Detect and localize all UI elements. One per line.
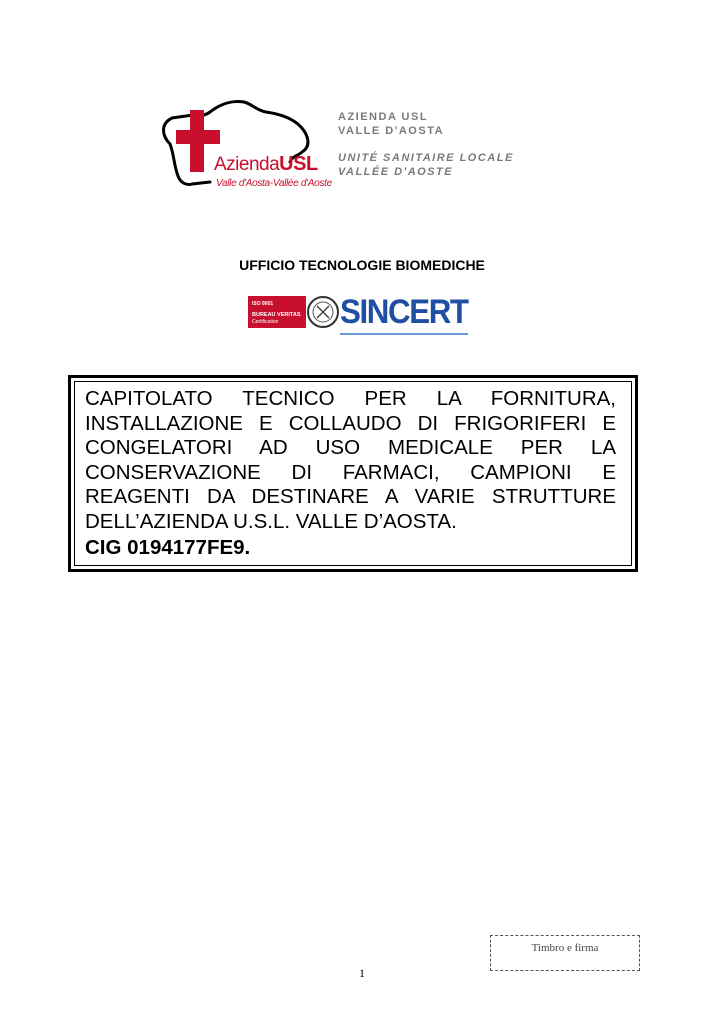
bv-name-label: BUREAU VERITAS [252,312,301,318]
title-line-3: CONGELATORI AD USO MEDICALE PER LA [85,436,616,459]
office-heading: UFFICIO TECNOLOGIE BIOMEDICHE [239,257,485,273]
title-box [68,375,638,572]
sincert-logo: SINCERT [340,293,468,331]
header-line-2: VALLE D'AOSTA [338,125,445,137]
header-line-3: UNITÉ SANITAIRE LOCALE [338,152,514,164]
logo-wordmark: AziendaUSL [214,153,318,175]
title-line-5: REAGENTI DA DESTINARE A VARIE STRUTTURE [85,485,616,508]
sincert-underline [340,333,468,335]
header-line-1: AZIENDA USL [338,111,429,123]
bureau-veritas-badge [248,296,306,328]
title-line-6: DELL’AZIENDA U.S.L. VALLE D’AOSTA. [85,510,457,533]
stamp-signature-box [490,935,640,971]
title-line-4: CONSERVAZIONE DI FARMACI, CAMPIONI E [85,461,616,484]
bv-iso-label: ISO 9001 [252,301,274,307]
bureau-veritas-seal-icon [306,294,340,330]
stamp-label: Timbro e firma [531,942,599,954]
page-number: 1 [359,966,365,980]
title-line-2: INSTALLAZIONE E COLLAUDO DI FRIGORIFERI E [85,412,616,435]
logo-subtitle: Valle d'Aosta-Vallée d'Aoste [216,178,332,189]
header-line-4: VALLÉE D'AOSTE [338,166,454,178]
title-line-1: CAPITOLATO TECNICO PER LA FORNITURA, [85,387,616,410]
azienda-usl-logo [152,96,332,196]
cig-code: CIG 0194177FE9. [85,536,251,559]
bv-sub-label: Certification [252,319,279,325]
